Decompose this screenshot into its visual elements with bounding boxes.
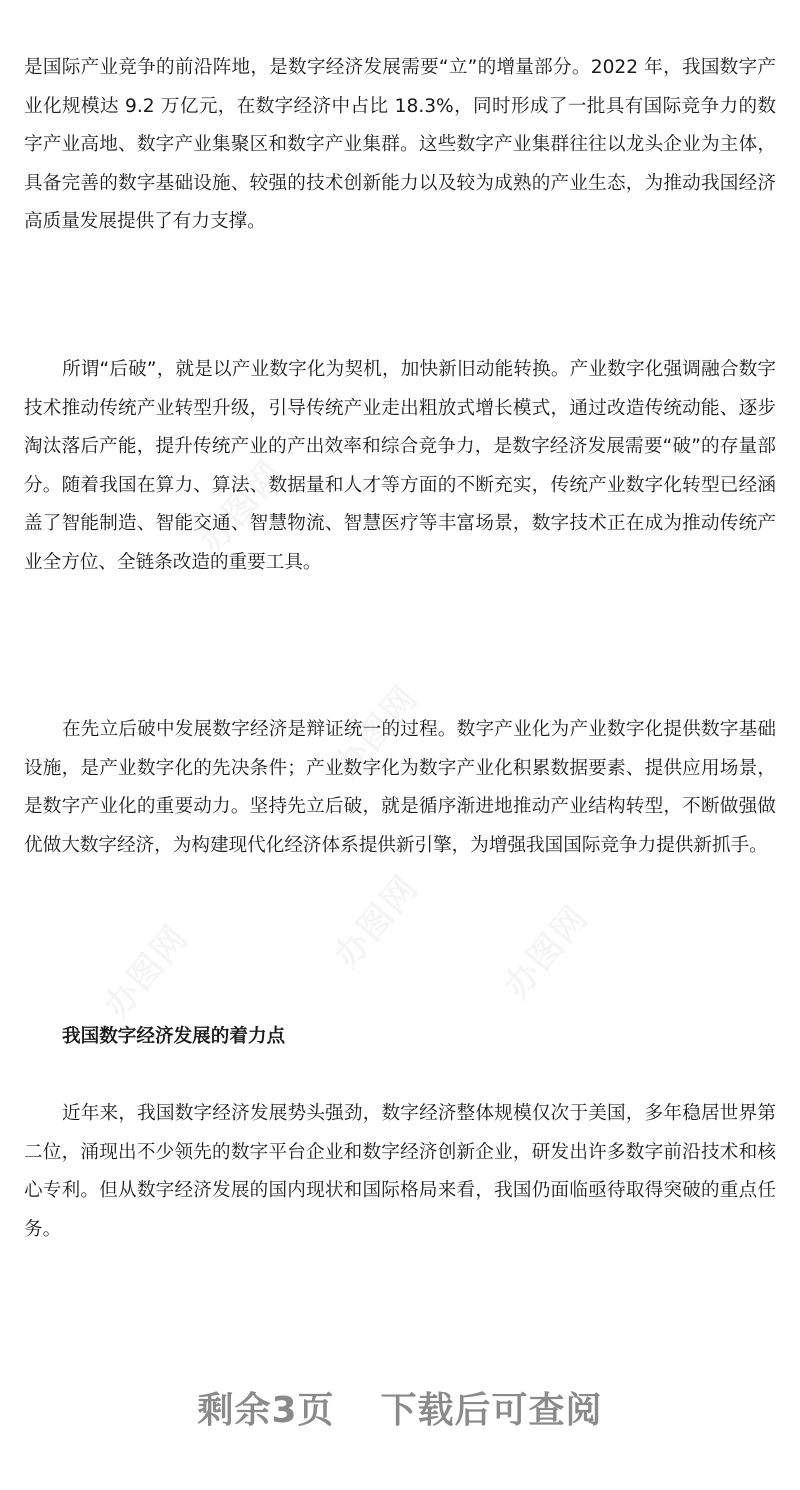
- paragraph-4: 近年来，我国数字经济发展势头强劲，数字经济整体规模仅次于美国，多年稳居世界第二位，涌现出不少领先的数字平台企业和数字经济创新企业，研发出许多数字前沿技术和核心专利。但从数字经济发展的国内现状和国际格局来看，我国仍面临亟待取得突破的重点任务。: [24, 1103, 776, 1240]
- watermark: [491, 892, 598, 1006]
- watermark: [321, 862, 428, 976]
- remaining-pages-text: 剩余3页: [197, 1390, 335, 1431]
- paragraph-3: 在先立后破中发展数字经济是辩证统一的过程。数字产业化为产业数字化提供数字基础设施，是产业数字化的先决条件；产业数字化为数字产业化积累数据要素、提供应用场景，是数字产业化的重要动力。坚持先立后破，就是循序渐进地推动产业结构转型，不断做强做优做大数字经济，为构建现代化经济体系提供新引擎，为增强我国国际竞争力提供新抓手。: [24, 719, 776, 856]
- watermark: [91, 912, 198, 1026]
- section-heading: 我国数字经济发展的着力点: [62, 1026, 286, 1047]
- download-prompt[interactable]: [0, 1382, 800, 1433]
- download-to-view-text: 下载后可查阅: [380, 1390, 603, 1431]
- paragraph-1: 是国际产业竞争的前沿阵地，是数字经济发展需要“立”的增量部分。2022 年，我国数字产业化规模达 9.2 万亿元，在数字经济中占比 18.3%，同时形成了一批具有国际竞争力的数字产业高地、数字产业集聚区和数字产业集群。这些数字产业集群往往以龙头企业为主体，具备完善的数字基础设施、较强的技术创新能力以及较为成熟的产业生态，为推动我国经济高质量发展提供了有力支撑。: [24, 57, 776, 233]
- paragraph-2: 所谓“后破”，就是以产业数字化为契机，加快新旧动能转换。产业数字化强调融合数字技术推动传统产业转型升级，引导传统产业走出粗放式增长模式，通过改造传统动能、逐步淘汰落后产能，提升传统产业的产出效率和综合竞争力，是数字经济发展需要“破”的存量部分。随着我国在算力、算法、数据量和人才等方面的不断充实，传统产业数字化转型已经涵盖了智能制造、智能交通、智慧物流、智慧医疗等丰富场景，数字技术正在成为推动传统产业全方位、全链条改造的重要工具。: [24, 359, 776, 573]
